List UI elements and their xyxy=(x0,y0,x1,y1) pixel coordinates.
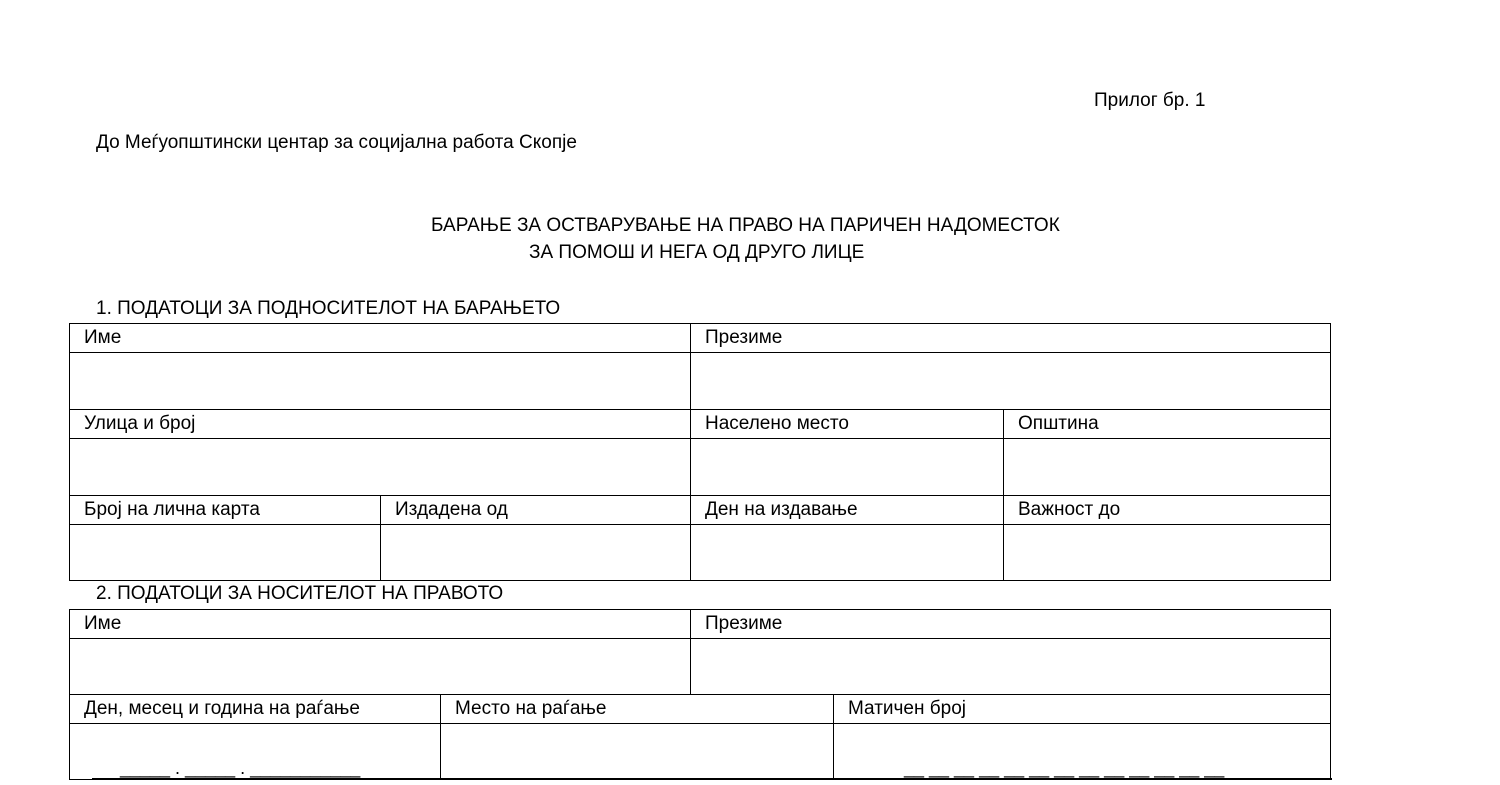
municipality-label: Општина xyxy=(1018,413,1099,434)
form-title-text-2: ЗА ПОМОШ И НЕГА ОД ДРУГО ЛИЦЕ xyxy=(529,242,865,263)
section-2-heading: 2. ПОДАТОЦИ ЗА НОСИТЕЛОТ НА ПРАВОТО xyxy=(96,583,504,604)
recipient-line: До Меѓуопштински центар за социјална работа Скопје xyxy=(96,132,577,153)
page-bottom-rule xyxy=(92,778,1332,780)
annex-label: Прилог бр. 1 xyxy=(1094,90,1206,111)
birth-date-label-cell xyxy=(69,694,441,724)
valid-until-label: Важност до xyxy=(1018,499,1121,520)
birth-place-label: Место на раѓање xyxy=(455,698,607,719)
personal-number-field[interactable] xyxy=(833,723,1331,780)
municipality-field[interactable] xyxy=(1003,438,1331,496)
first-name-label: Име xyxy=(84,327,122,348)
personal-number-label-cell xyxy=(833,694,1331,724)
id-number-label-cell xyxy=(69,495,381,525)
issue-date-field[interactable] xyxy=(690,524,1004,581)
first-name-field[interactable] xyxy=(69,352,691,410)
street-label-cell xyxy=(69,409,691,439)
birth-place-label-cell xyxy=(440,694,834,724)
beneficiary-last-name-label-cell xyxy=(690,609,1331,639)
issued-by-label: Издадена од xyxy=(395,499,508,520)
beneficiary-first-name-label: Име xyxy=(84,613,122,634)
id-number-label: Број на лична карта xyxy=(84,499,260,520)
valid-until-label-cell xyxy=(1003,495,1331,525)
settlement-label: Населено место xyxy=(705,413,849,434)
personal-number-label: Матичен број xyxy=(848,698,966,719)
id-number-field[interactable] xyxy=(69,524,381,581)
street-field[interactable] xyxy=(69,438,691,496)
beneficiary-last-name-field[interactable] xyxy=(690,638,1331,695)
beneficiary-first-name-field[interactable] xyxy=(69,638,691,695)
form-title-text-1: БАРАЊЕ ЗА ОСТВАРУВАЊЕ НА ПРАВО НА ПАРИЧЕН НАДОМЕСТОК xyxy=(431,215,1060,236)
personal-number-hint: __ __ __ __ __ __ __ __ __ __ __ __ __ xyxy=(904,758,1225,778)
birth-place-field[interactable] xyxy=(440,723,834,780)
issue-date-label-cell xyxy=(690,495,1004,525)
birth-date-label: Ден, месец и година на раѓање xyxy=(84,698,360,719)
last-name-label: Презиме xyxy=(705,327,783,348)
beneficiary-last-name-label: Презиме xyxy=(705,613,783,634)
issued-by-field[interactable] xyxy=(380,524,691,581)
valid-until-field[interactable] xyxy=(1003,524,1331,581)
last-name-field[interactable] xyxy=(690,352,1331,410)
first-name-label-cell xyxy=(69,323,691,353)
issued-by-label-cell xyxy=(380,495,691,525)
beneficiary-first-name-label-cell xyxy=(69,609,691,639)
section-1-heading: 1. ПОДАТОЦИ ЗА ПОДНОСИТЕЛОТ НА БАРАЊЕТО xyxy=(96,298,561,319)
birth-date-field[interactable] xyxy=(69,723,441,780)
birth-date-hint: _____ . _____ . ___________ xyxy=(120,758,361,778)
settlement-field[interactable] xyxy=(690,438,1004,496)
street-label: Улица и број xyxy=(84,413,196,434)
municipality-label-cell xyxy=(1003,409,1331,439)
settlement-label-cell xyxy=(690,409,1004,439)
last-name-label-cell xyxy=(690,323,1331,353)
issue-date-label: Ден на издавање xyxy=(705,499,858,520)
